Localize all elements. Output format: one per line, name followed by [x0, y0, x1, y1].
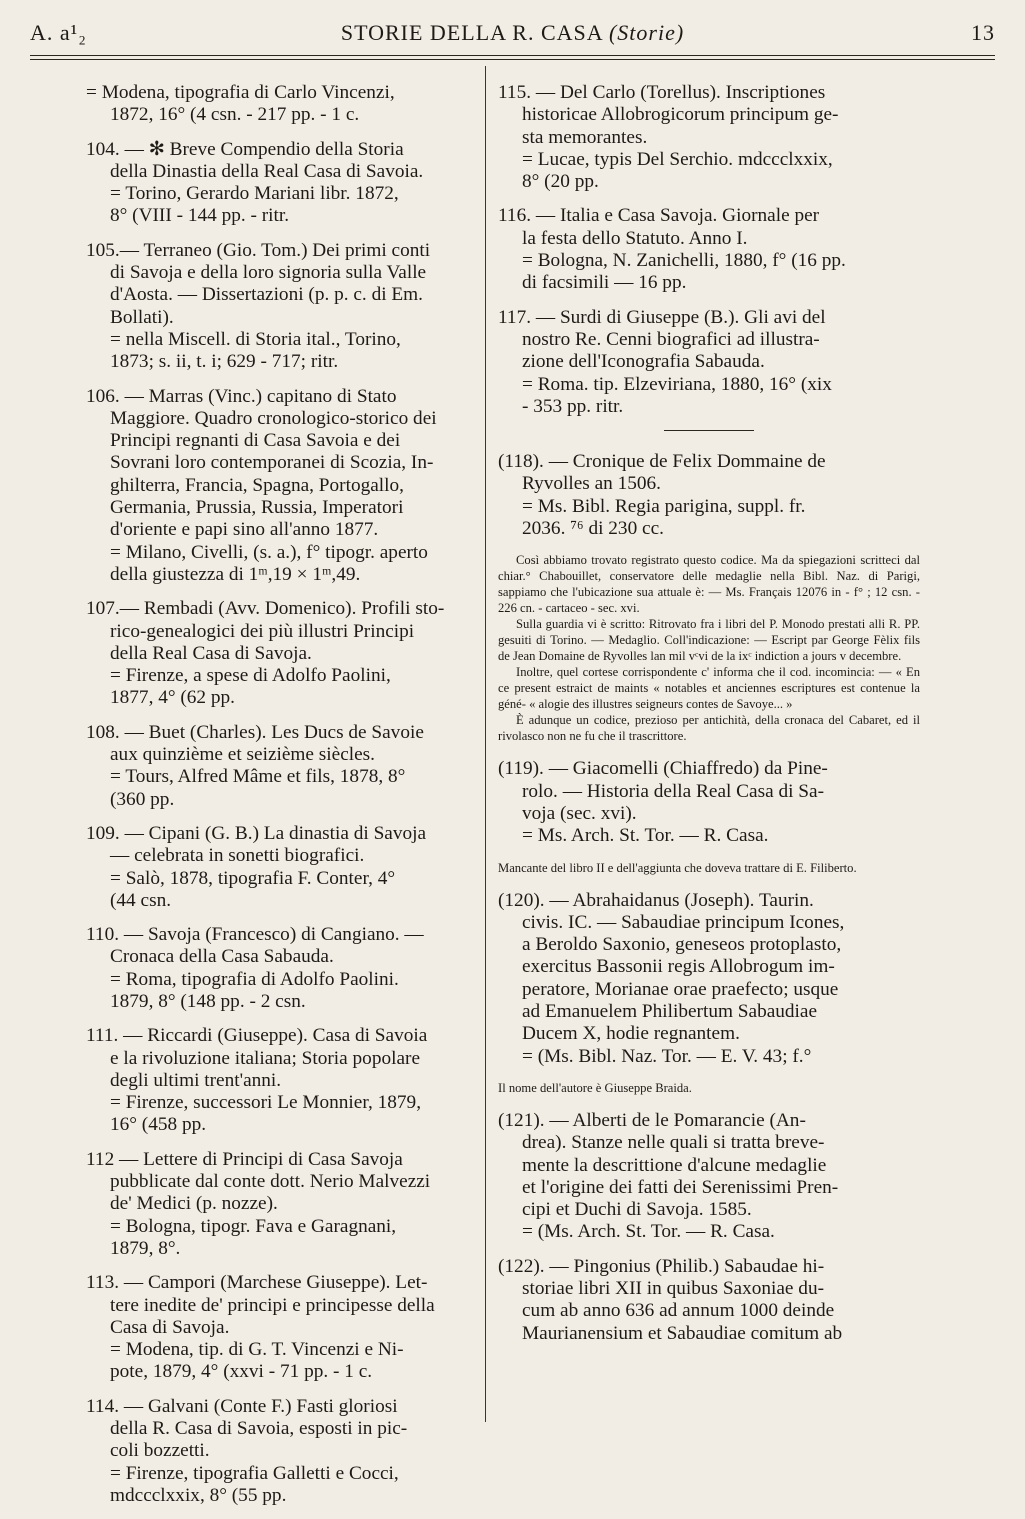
- entry-line: = Modena, tip. di G. T. Vincenzi e Ni-: [110, 1339, 404, 1361]
- entry-line: della Dinastia della Real Casa di Savoia.: [110, 160, 424, 182]
- note-118: [498, 552, 920, 744]
- note-120: [498, 1080, 920, 1096]
- entry-line: mente la descrittione d'alcune medaglie: [522, 1154, 827, 1176]
- entry-line: (121). — Alberti de le Pomarancie (An-: [498, 1109, 806, 1131]
- entry-line: 8° (20 pp.: [522, 171, 599, 193]
- entry-line: exercitus Bassonii regis Allobrogum im-: [522, 956, 835, 978]
- entry-line: Maggiore. Quadro cronologico-storico dei: [110, 407, 437, 429]
- entry-line: coli bozzetti.: [110, 1440, 210, 1462]
- entry-line: = (Ms. Arch. St. Tor. — R. Casa.: [522, 1221, 775, 1243]
- entry-line: 2036. ⁷⁶ di 230 cc.: [522, 518, 664, 540]
- bibliography-entry: [86, 924, 474, 1013]
- entry-line: de' Medici (p. nozze).: [110, 1193, 278, 1215]
- entry-line: Maurianensium et Sabaudiae comitum ab: [522, 1322, 843, 1344]
- bibliography-entry: [86, 823, 474, 912]
- entry-line: (120). — Abrahaidanus (Joseph). Taurin.: [498, 889, 814, 911]
- entry-line: degli ultimi trent'anni.: [110, 1069, 282, 1091]
- entry-line: 107.— Rembadi (Avv. Domenico). Profili sto-: [86, 598, 445, 620]
- entry-line: ad Emanuelem Philibertum Sabaudiae: [522, 1001, 818, 1023]
- left-column: [86, 82, 474, 1519]
- entry-line: = Bologna, tipogr. Fava e Garagnani,: [110, 1215, 397, 1237]
- entry-line: 115. — Del Carlo (Torellus). Inscriptiones: [498, 82, 826, 103]
- entry-line: = nella Miscell. di Storia ital., Torino,: [110, 328, 401, 350]
- entry-122: [498, 1256, 920, 1345]
- bibliography-entry: [86, 240, 474, 374]
- entry-line: 109. — Cipani (G. B.) La dinastia di Savoja: [86, 822, 427, 844]
- note-paragraph: Inoltre, quel cortese corrispondente c' informa che il cod. incomincia: — « En ce present estraict de maints « notables et anciennes escriptures est contenue la géné- « alogie des illustres seigneurs contes de Savoye... »: [498, 665, 920, 712]
- entry-line: zione dell'Iconografia Sabauda.: [522, 351, 765, 373]
- entry-line: civis. IC. — Sabaudiae principum Icones,: [522, 911, 845, 933]
- entry-line: la festa dello Statuto. Anno I.: [522, 227, 748, 249]
- entry-line: 117. — Surdi di Giuseppe (B.). Gli avi del: [498, 306, 826, 328]
- entry-line: et l'origine dei fatti dei Serenissimi Pren-: [522, 1176, 839, 1198]
- entry-line: ghilterra, Francia, Spagna, Portogallo,: [110, 474, 404, 496]
- bibliography-entry: [86, 139, 474, 228]
- entry-line: = Firenze, successori Le Monnier, 1879,: [110, 1092, 422, 1114]
- bibliography-entry: [86, 1149, 474, 1260]
- entry-line: = Ms. Bibl. Regia parigina, suppl. fr.: [522, 495, 806, 517]
- bibliography-entry: [86, 1025, 474, 1136]
- entry-line: cum ab anno 636 ad annum 1000 deinde: [522, 1300, 835, 1322]
- entry-line: - 353 pp. ritr.: [522, 395, 624, 417]
- entry-line: = Torino, Gerardo Mariani libr. 1872,: [110, 183, 399, 205]
- note-119: [498, 860, 920, 876]
- note-paragraph: Sulla guardia vi è scritto: Ritrovato fra i libri del P. Monodo prestati alli R. PP. gesuiti di Torino. — Medaglio. Coll'indicazione: — Escript par George Fèlix fils de Jean Domaine de Ryvolles lan mil vᶜvi de la ixᶜ indiction a jours v decembre.: [498, 617, 920, 664]
- entry-line: Ryvolles an 1506.: [522, 473, 662, 495]
- entry-line: voja (sec. xvi).: [522, 802, 637, 824]
- entry-line: (360 pp.: [110, 788, 175, 810]
- entry-line: storiae libri XII in quibus Saxoniae du-: [522, 1277, 825, 1299]
- header-rule: [30, 55, 995, 56]
- right-column: [498, 82, 920, 1357]
- entry-line: historicae Allobrogicorum principum ge-: [522, 104, 839, 126]
- entry-line: (118). — Cronique de Felix Dommaine de: [498, 451, 826, 473]
- entry-line: mdccclxxix, 8° (55 pp.: [110, 1484, 287, 1506]
- entry-line: — celebrata in sonetti biografici.: [110, 845, 365, 867]
- entry-line: (119). — Giacomelli (Chiaffredo) da Pine-: [498, 758, 828, 780]
- entry-line: 110. — Savoja (Francesco) di Cangiano. —: [86, 924, 424, 946]
- entry-line: aux quinzième et seizième siècles.: [110, 744, 376, 766]
- page-number: 13: [971, 20, 995, 45]
- entry-line: Bollati).: [110, 306, 174, 328]
- entry-119: [498, 758, 920, 847]
- entry-line: = Bologna, N. Zanichelli, 1880, f° (16 pp.: [522, 250, 846, 272]
- column-divider: [485, 66, 486, 1422]
- header-subtitle: (Storie): [608, 20, 685, 45]
- bibliography-entry: [498, 82, 920, 193]
- section-separator: [664, 430, 754, 431]
- entry-line: di facsimili — 16 pp.: [522, 272, 687, 294]
- entry-line: 108. — Buet (Charles). Les Ducs de Savoie: [86, 721, 424, 743]
- entry-line: d'Aosta. — Dissertazioni (p. p. c. di Em.: [110, 284, 423, 306]
- entry-line: = Ms. Arch. St. Tor. — R. Casa.: [522, 825, 769, 847]
- entry-line: = Roma. tip. Elzeviriana, 1880, 16° (xix: [522, 373, 832, 395]
- entry-line: 105.— Terraneo (Gio. Tom.) Dei primi conti: [86, 239, 431, 261]
- entry-line: 114. — Galvani (Conte F.) Fasti gloriosi: [86, 1395, 398, 1417]
- entry-line: della Real Casa di Savoja.: [110, 642, 312, 664]
- entry-line: rolo. — Historia della Real Casa di Sa-: [522, 780, 825, 802]
- entry-line: 116. — Italia e Casa Savoja. Giornale per: [498, 205, 820, 227]
- entry-line: della R. Casa di Savoia, esposti in pic-: [110, 1418, 408, 1440]
- entry-line: e la rivoluzione italiana; Storia popolare: [110, 1047, 420, 1069]
- entry-line: 16° (458 pp.: [110, 1114, 207, 1136]
- entry-line: di Savoja e della loro signoria sulla Valle: [110, 262, 427, 284]
- entry-line: sta memorantes.: [522, 126, 648, 148]
- entry-120: [498, 890, 920, 1068]
- entry-line: 1879, 8°.: [110, 1237, 181, 1259]
- entry-line: Germania, Prussia, Russia, Imperatori: [110, 497, 404, 519]
- entry-line: = Salò, 1878, tipografia F. Conter, 4°: [110, 867, 396, 889]
- bibliography-entry: [86, 722, 474, 811]
- entry-line: (122). — Pingonius (Philib.) Sabaudae hi-: [498, 1255, 825, 1277]
- signature-mark: A. a¹₂: [30, 20, 87, 45]
- note-paragraph: È adunque un codice, prezioso per antichità, della cronaca del Cabaret, ed il rivolasco non ne fu che il trascrittore.: [498, 713, 920, 744]
- bibliography-entry: [86, 598, 474, 709]
- entry-line: 1877, 4° (62 pp.: [110, 687, 235, 709]
- entry-121: [498, 1110, 920, 1244]
- entry-line: rico-genealogici dei più illustri Principi: [110, 620, 415, 642]
- entry-line: della giustezza di 1ᵐ,19 × 1ᵐ,49.: [110, 563, 361, 585]
- entry-line: = Milano, Civelli, (s. a.), f° tipogr. aperto: [110, 541, 428, 563]
- entry-line: = Firenze, a spese di Adolfo Paolini,: [110, 665, 391, 687]
- header-title: STORIE DELLA R. CASA: [340, 20, 603, 45]
- header-rule-thin: [30, 59, 995, 60]
- entry-line: nostro Re. Cenni biografici ad illustra-: [522, 328, 820, 350]
- entry-line: Ducem X, hodie regnantem.: [522, 1023, 740, 1045]
- entry-line: Principi regnanti di Casa Savoia e dei: [110, 430, 401, 452]
- entry-line: 113. — Campori (Marchese Giuseppe). Let-: [86, 1272, 428, 1294]
- page-title: [30, 20, 995, 46]
- entry-line: a Beroldo Saxonio, geneseos protoplasto,: [522, 934, 842, 956]
- entry-line: 1873; s. ii, t. i; 629 - 717; ritr.: [110, 351, 339, 373]
- entry-line: 1872, 16° (4 csn. - 217 pp. - 1 c.: [110, 104, 360, 126]
- entry-line: tere inedite de' principi e principesse della: [110, 1294, 435, 1316]
- bibliography-entry: [86, 386, 474, 587]
- entry-line: (44 csn.: [110, 889, 172, 911]
- entry-line: Sovrani loro contemporanei di Scozia, In-: [110, 452, 434, 474]
- bibliography-entry: [86, 1396, 474, 1507]
- bibliography-entry: [86, 82, 474, 127]
- entry-line: = Firenze, tipografia Galletti e Cocci,: [110, 1462, 399, 1484]
- entry-line: drea). Stanze nelle quali si tratta breve-: [522, 1132, 825, 1154]
- entry-line: 104. — ✻ Breve Compendio della Storia: [86, 138, 404, 160]
- entry-line: Cronaca della Casa Sabauda.: [110, 946, 334, 968]
- entry-line: pubblicate dal conte dott. Nerio Malvezzi: [110, 1171, 431, 1193]
- entry-line: 106. — Marras (Vinc.) capitano di Stato: [86, 385, 397, 407]
- entry-line: 8° (VIII - 144 pp. - ritr.: [110, 205, 290, 227]
- entry-line: peratore, Morianae orae praefecto; usque: [522, 978, 839, 1000]
- note-120-text: Il nome dell'autore è Giuseppe Braida.: [498, 1080, 692, 1095]
- bibliography-entry: [86, 1272, 474, 1383]
- bibliography-entry: [498, 205, 920, 294]
- entry-line: = Lucae, typis Del Serchio. mdccclxxix,: [522, 148, 833, 170]
- entry-118: [498, 451, 920, 540]
- note-119-text: Mancante del libro II e dell'aggiunta che doveva trattare di E. Filiberto.: [498, 860, 857, 875]
- entry-line: pote, 1879, 4° (xxvi - 71 pp. - 1 c.: [110, 1361, 373, 1383]
- bibliography-entry: [498, 307, 920, 418]
- entry-line: 112 — Lettere di Principi di Casa Savoja: [86, 1148, 403, 1170]
- running-header: [30, 20, 995, 54]
- right-column-entries: [498, 82, 920, 418]
- entry-line: = Tours, Alfred Mâme et fils, 1878, 8°: [110, 766, 406, 788]
- entry-line: = Roma, tipografia di Adolfo Paolini.: [110, 968, 399, 990]
- entry-line: = (Ms. Bibl. Naz. Tor. — E. V. 43; f.°: [522, 1045, 812, 1067]
- entry-line: 1879, 8° (148 pp. - 2 csn.: [110, 990, 306, 1012]
- entry-line: d'oriente e papi sino all'anno 1877.: [110, 519, 379, 541]
- entry-line: 111. — Riccardi (Giuseppe). Casa di Savoia: [86, 1025, 428, 1047]
- note-paragraph: Così abbiamo trovato registrato questo codice. Ma da spiegazioni scritteci dal chiar.° Chabouillet, conservatore delle medaglie nella Bibl. Naz. di Parigi, sappiamo che l'ubicazione sua attuale è: — Ms. Français 12076 in - f° ; 12 csn. - 226 cn. - cartaceo - sec. xvi.: [498, 553, 920, 616]
- entry-line: cipi et Duchi di Savoja. 1585.: [522, 1199, 752, 1221]
- entry-line: Casa di Savoja.: [110, 1316, 230, 1338]
- entry-line: = Modena, tipografia di Carlo Vincenzi,: [86, 82, 395, 103]
